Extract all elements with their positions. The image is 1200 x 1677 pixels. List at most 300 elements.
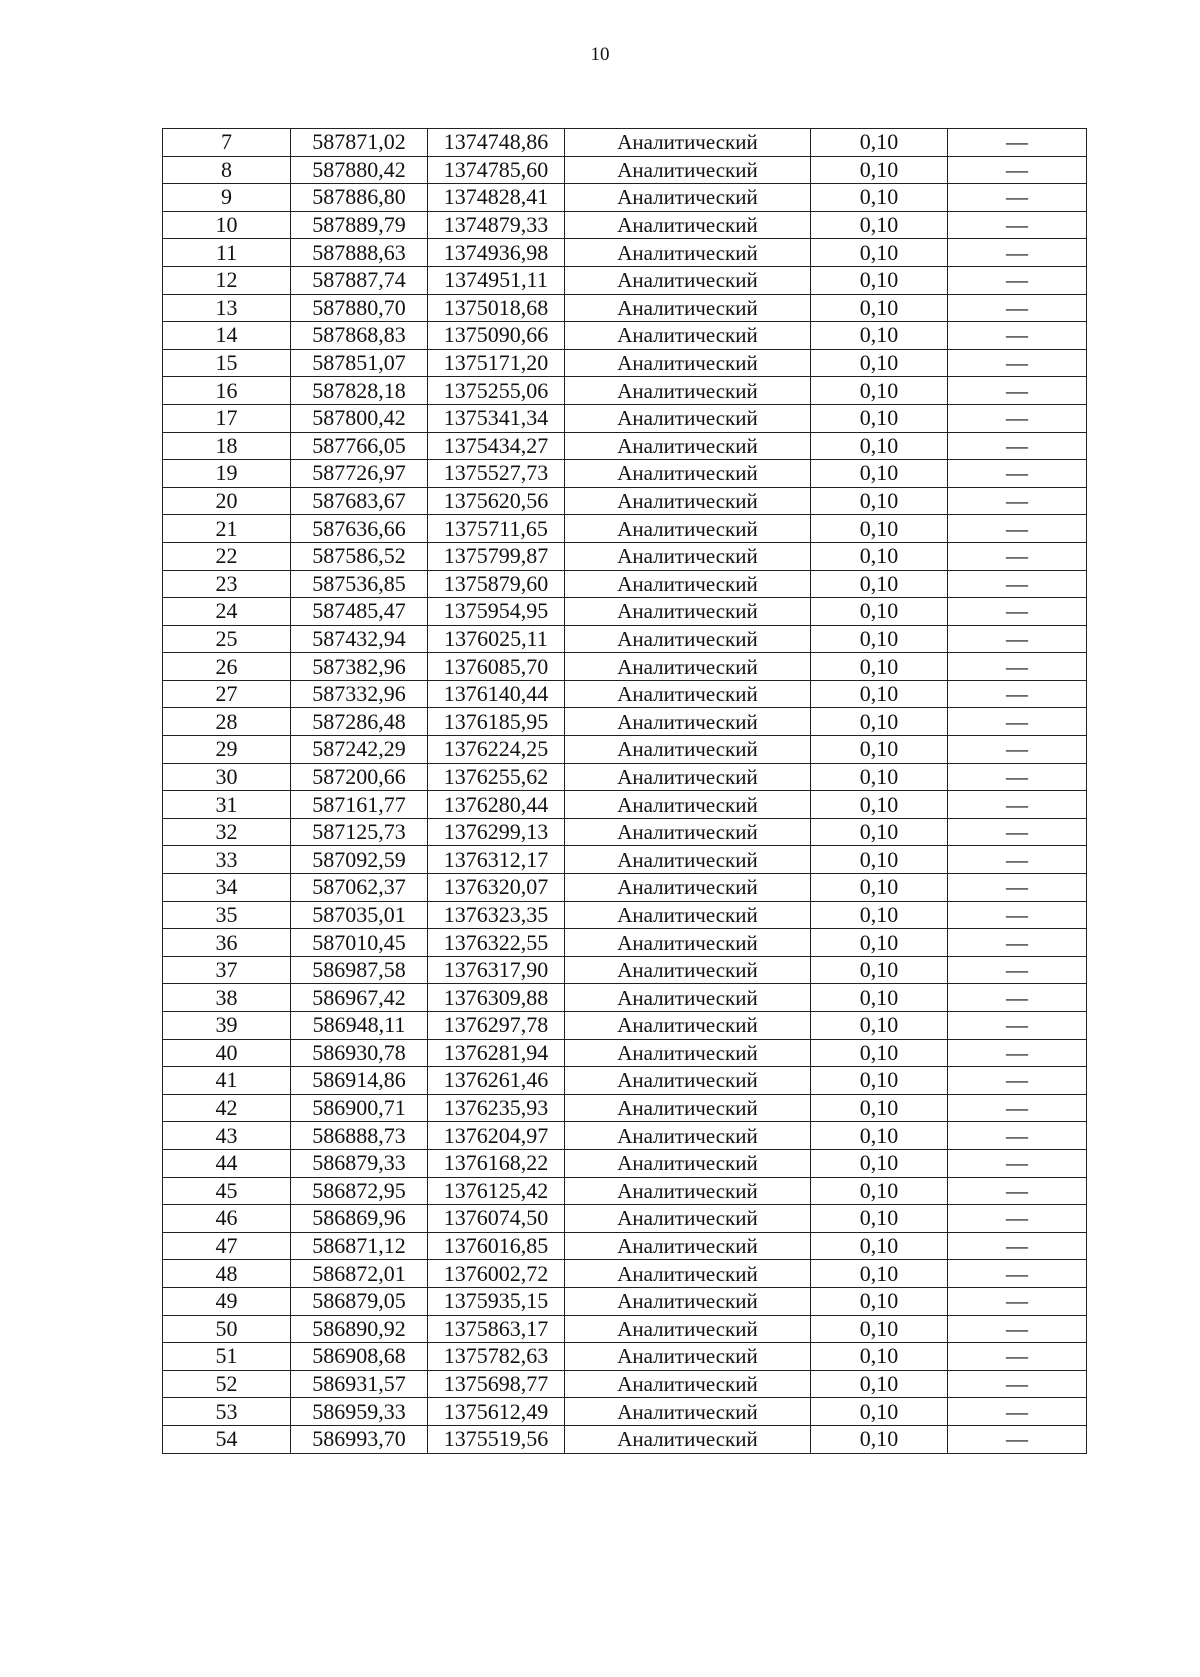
point-number-cell: 19 xyxy=(163,460,291,488)
accuracy-cell: 0,10 xyxy=(811,266,948,294)
accuracy-cell: 0,10 xyxy=(811,736,948,764)
x-coordinate-cell: 587800,42 xyxy=(291,404,428,432)
accuracy-cell: 0,10 xyxy=(811,846,948,874)
point-number-cell: 26 xyxy=(163,653,291,681)
note-cell: — xyxy=(948,1094,1087,1122)
y-coordinate-cell: 1376280,44 xyxy=(428,791,565,819)
y-coordinate-cell: 1375935,15 xyxy=(428,1287,565,1315)
y-coordinate-cell: 1375171,20 xyxy=(428,349,565,377)
table-row xyxy=(163,1205,1087,1233)
table-row xyxy=(163,708,1087,736)
y-coordinate-cell: 1376235,93 xyxy=(428,1094,565,1122)
y-coordinate-cell: 1375954,95 xyxy=(428,598,565,626)
note-cell: — xyxy=(948,1315,1087,1343)
accuracy-cell: 0,10 xyxy=(811,377,948,405)
note-cell: — xyxy=(948,239,1087,267)
method-cell: Аналитический xyxy=(565,708,811,736)
note-cell: — xyxy=(948,763,1087,791)
table-row xyxy=(163,1012,1087,1040)
method-cell: Аналитический xyxy=(565,570,811,598)
y-coordinate-cell: 1376297,78 xyxy=(428,1012,565,1040)
accuracy-cell: 0,10 xyxy=(811,901,948,929)
table-row xyxy=(163,515,1087,543)
accuracy-cell: 0,10 xyxy=(811,129,948,157)
table-row xyxy=(163,929,1087,957)
accuracy-cell: 0,10 xyxy=(811,542,948,570)
y-coordinate-cell: 1374785,60 xyxy=(428,156,565,184)
note-cell: — xyxy=(948,874,1087,902)
accuracy-cell: 0,10 xyxy=(811,404,948,432)
table-row xyxy=(163,625,1087,653)
accuracy-cell: 0,10 xyxy=(811,1122,948,1150)
accuracy-cell: 0,10 xyxy=(811,1205,948,1233)
table-row xyxy=(163,487,1087,515)
method-cell: Аналитический xyxy=(565,929,811,957)
accuracy-cell: 0,10 xyxy=(811,1039,948,1067)
y-coordinate-cell: 1374936,98 xyxy=(428,239,565,267)
y-coordinate-cell: 1376323,35 xyxy=(428,901,565,929)
note-cell: — xyxy=(948,184,1087,212)
table-row xyxy=(163,1094,1087,1122)
point-number-cell: 15 xyxy=(163,349,291,377)
note-cell: — xyxy=(948,1177,1087,1205)
method-cell: Аналитический xyxy=(565,1425,811,1453)
table-row xyxy=(163,653,1087,681)
method-cell: Аналитический xyxy=(565,239,811,267)
point-number-cell: 29 xyxy=(163,736,291,764)
note-cell: — xyxy=(948,1012,1087,1040)
accuracy-cell: 0,10 xyxy=(811,598,948,626)
note-cell: — xyxy=(948,846,1087,874)
table-row xyxy=(163,1315,1087,1343)
method-cell: Аналитический xyxy=(565,984,811,1012)
table-row xyxy=(163,322,1087,350)
table-row xyxy=(163,1287,1087,1315)
note-cell: — xyxy=(948,377,1087,405)
table-row xyxy=(163,680,1087,708)
x-coordinate-cell: 586888,73 xyxy=(291,1122,428,1150)
table-row xyxy=(163,377,1087,405)
point-number-cell: 16 xyxy=(163,377,291,405)
method-cell: Аналитический xyxy=(565,1343,811,1371)
point-number-cell: 45 xyxy=(163,1177,291,1205)
x-coordinate-cell: 586871,12 xyxy=(291,1232,428,1260)
note-cell: — xyxy=(948,708,1087,736)
note-cell: — xyxy=(948,322,1087,350)
method-cell: Аналитический xyxy=(565,1039,811,1067)
y-coordinate-cell: 1376125,42 xyxy=(428,1177,565,1205)
table-row xyxy=(163,349,1087,377)
y-coordinate-cell: 1376309,88 xyxy=(428,984,565,1012)
method-cell: Аналитический xyxy=(565,1398,811,1426)
x-coordinate-cell: 586879,33 xyxy=(291,1149,428,1177)
point-number-cell: 53 xyxy=(163,1398,291,1426)
note-cell: — xyxy=(948,432,1087,460)
method-cell: Аналитический xyxy=(565,1287,811,1315)
point-number-cell: 20 xyxy=(163,487,291,515)
y-coordinate-cell: 1376317,90 xyxy=(428,956,565,984)
x-coordinate-cell: 586987,58 xyxy=(291,956,428,984)
x-coordinate-cell: 587092,59 xyxy=(291,846,428,874)
x-coordinate-cell: 587887,74 xyxy=(291,266,428,294)
x-coordinate-cell: 586931,57 xyxy=(291,1370,428,1398)
point-number-cell: 33 xyxy=(163,846,291,874)
method-cell: Аналитический xyxy=(565,874,811,902)
table-row xyxy=(163,1067,1087,1095)
x-coordinate-cell: 586869,96 xyxy=(291,1205,428,1233)
table-row xyxy=(163,598,1087,626)
x-coordinate-cell: 587010,45 xyxy=(291,929,428,957)
accuracy-cell: 0,10 xyxy=(811,1343,948,1371)
point-number-cell: 13 xyxy=(163,294,291,322)
x-coordinate-cell: 587636,66 xyxy=(291,515,428,543)
x-coordinate-cell: 586948,11 xyxy=(291,1012,428,1040)
point-number-cell: 41 xyxy=(163,1067,291,1095)
accuracy-cell: 0,10 xyxy=(811,570,948,598)
y-coordinate-cell: 1376320,07 xyxy=(428,874,565,902)
x-coordinate-cell: 587485,47 xyxy=(291,598,428,626)
y-coordinate-cell: 1376299,13 xyxy=(428,818,565,846)
method-cell: Аналитический xyxy=(565,736,811,764)
x-coordinate-cell: 587332,96 xyxy=(291,680,428,708)
note-cell: — xyxy=(948,1398,1087,1426)
note-cell: — xyxy=(948,1149,1087,1177)
accuracy-cell: 0,10 xyxy=(811,680,948,708)
y-coordinate-cell: 1376312,17 xyxy=(428,846,565,874)
y-coordinate-cell: 1376224,25 xyxy=(428,736,565,764)
table-row xyxy=(163,1177,1087,1205)
table-row xyxy=(163,266,1087,294)
method-cell: Аналитический xyxy=(565,349,811,377)
table-row xyxy=(163,818,1087,846)
method-cell: Аналитический xyxy=(565,1260,811,1288)
point-number-cell: 22 xyxy=(163,542,291,570)
point-number-cell: 24 xyxy=(163,598,291,626)
note-cell: — xyxy=(948,1260,1087,1288)
accuracy-cell: 0,10 xyxy=(811,708,948,736)
note-cell: — xyxy=(948,929,1087,957)
x-coordinate-cell: 587200,66 xyxy=(291,763,428,791)
x-coordinate-cell: 587868,83 xyxy=(291,322,428,350)
method-cell: Аналитический xyxy=(565,129,811,157)
table-row xyxy=(163,1343,1087,1371)
table-row xyxy=(163,1425,1087,1453)
point-number-cell: 37 xyxy=(163,956,291,984)
point-number-cell: 8 xyxy=(163,156,291,184)
point-number-cell: 50 xyxy=(163,1315,291,1343)
point-number-cell: 43 xyxy=(163,1122,291,1150)
x-coordinate-cell: 587432,94 xyxy=(291,625,428,653)
y-coordinate-cell: 1376281,94 xyxy=(428,1039,565,1067)
y-coordinate-cell: 1376085,70 xyxy=(428,653,565,681)
accuracy-cell: 0,10 xyxy=(811,1425,948,1453)
accuracy-cell: 0,10 xyxy=(811,929,948,957)
point-number-cell: 9 xyxy=(163,184,291,212)
method-cell: Аналитический xyxy=(565,1205,811,1233)
point-number-cell: 46 xyxy=(163,1205,291,1233)
note-cell: — xyxy=(948,294,1087,322)
x-coordinate-cell: 586930,78 xyxy=(291,1039,428,1067)
x-coordinate-cell: 586993,70 xyxy=(291,1425,428,1453)
x-coordinate-cell: 587125,73 xyxy=(291,818,428,846)
accuracy-cell: 0,10 xyxy=(811,1287,948,1315)
table-row xyxy=(163,1122,1087,1150)
note-cell: — xyxy=(948,1122,1087,1150)
note-cell: — xyxy=(948,542,1087,570)
note-cell: — xyxy=(948,1039,1087,1067)
x-coordinate-cell: 587726,97 xyxy=(291,460,428,488)
method-cell: Аналитический xyxy=(565,184,811,212)
table-row xyxy=(163,984,1087,1012)
y-coordinate-cell: 1375620,56 xyxy=(428,487,565,515)
x-coordinate-cell: 586908,68 xyxy=(291,1343,428,1371)
accuracy-cell: 0,10 xyxy=(811,1067,948,1095)
y-coordinate-cell: 1374828,41 xyxy=(428,184,565,212)
y-coordinate-cell: 1375018,68 xyxy=(428,294,565,322)
y-coordinate-cell: 1376261,46 xyxy=(428,1067,565,1095)
table-row xyxy=(163,956,1087,984)
accuracy-cell: 0,10 xyxy=(811,763,948,791)
point-number-cell: 49 xyxy=(163,1287,291,1315)
method-cell: Аналитический xyxy=(565,156,811,184)
point-number-cell: 51 xyxy=(163,1343,291,1371)
x-coordinate-cell: 587888,63 xyxy=(291,239,428,267)
y-coordinate-cell: 1376140,44 xyxy=(428,680,565,708)
method-cell: Аналитический xyxy=(565,1315,811,1343)
note-cell: — xyxy=(948,791,1087,819)
table-row xyxy=(163,570,1087,598)
note-cell: — xyxy=(948,984,1087,1012)
note-cell: — xyxy=(948,1425,1087,1453)
x-coordinate-cell: 586900,71 xyxy=(291,1094,428,1122)
y-coordinate-cell: 1376074,50 xyxy=(428,1205,565,1233)
method-cell: Аналитический xyxy=(565,542,811,570)
table-row xyxy=(163,1398,1087,1426)
note-cell: — xyxy=(948,404,1087,432)
note-cell: — xyxy=(948,680,1087,708)
y-coordinate-cell: 1376025,11 xyxy=(428,625,565,653)
y-coordinate-cell: 1375782,63 xyxy=(428,1343,565,1371)
method-cell: Аналитический xyxy=(565,818,811,846)
x-coordinate-cell: 586914,86 xyxy=(291,1067,428,1095)
y-coordinate-cell: 1375799,87 xyxy=(428,542,565,570)
note-cell: — xyxy=(948,598,1087,626)
table-row xyxy=(163,184,1087,212)
y-coordinate-cell: 1376168,22 xyxy=(428,1149,565,1177)
accuracy-cell: 0,10 xyxy=(811,984,948,1012)
point-number-cell: 48 xyxy=(163,1260,291,1288)
y-coordinate-cell: 1375090,66 xyxy=(428,322,565,350)
accuracy-cell: 0,10 xyxy=(811,432,948,460)
x-coordinate-cell: 586959,33 xyxy=(291,1398,428,1426)
point-number-cell: 23 xyxy=(163,570,291,598)
y-coordinate-cell: 1376016,85 xyxy=(428,1232,565,1260)
y-coordinate-cell: 1376204,97 xyxy=(428,1122,565,1150)
table-row xyxy=(163,874,1087,902)
method-cell: Аналитический xyxy=(565,1232,811,1260)
point-number-cell: 11 xyxy=(163,239,291,267)
point-number-cell: 52 xyxy=(163,1370,291,1398)
accuracy-cell: 0,10 xyxy=(811,1232,948,1260)
x-coordinate-cell: 587880,42 xyxy=(291,156,428,184)
point-number-cell: 18 xyxy=(163,432,291,460)
method-cell: Аналитический xyxy=(565,1012,811,1040)
table-row xyxy=(163,404,1087,432)
point-number-cell: 7 xyxy=(163,129,291,157)
note-cell: — xyxy=(948,818,1087,846)
note-cell: — xyxy=(948,736,1087,764)
accuracy-cell: 0,10 xyxy=(811,791,948,819)
accuracy-cell: 0,10 xyxy=(811,1177,948,1205)
accuracy-cell: 0,10 xyxy=(811,460,948,488)
y-coordinate-cell: 1375434,27 xyxy=(428,432,565,460)
point-number-cell: 42 xyxy=(163,1094,291,1122)
y-coordinate-cell: 1375698,77 xyxy=(428,1370,565,1398)
accuracy-cell: 0,10 xyxy=(811,515,948,543)
y-coordinate-cell: 1374748,86 xyxy=(428,129,565,157)
point-number-cell: 32 xyxy=(163,818,291,846)
x-coordinate-cell: 587382,96 xyxy=(291,653,428,681)
table-row xyxy=(163,460,1087,488)
table-row xyxy=(163,1370,1087,1398)
accuracy-cell: 0,10 xyxy=(811,1260,948,1288)
accuracy-cell: 0,10 xyxy=(811,1315,948,1343)
x-coordinate-cell: 587035,01 xyxy=(291,901,428,929)
table-row xyxy=(163,294,1087,322)
table-row xyxy=(163,736,1087,764)
method-cell: Аналитический xyxy=(565,404,811,432)
accuracy-cell: 0,10 xyxy=(811,239,948,267)
accuracy-cell: 0,10 xyxy=(811,184,948,212)
y-coordinate-cell: 1376255,62 xyxy=(428,763,565,791)
accuracy-cell: 0,10 xyxy=(811,625,948,653)
point-number-cell: 27 xyxy=(163,680,291,708)
point-number-cell: 28 xyxy=(163,708,291,736)
accuracy-cell: 0,10 xyxy=(811,294,948,322)
accuracy-cell: 0,10 xyxy=(811,349,948,377)
y-coordinate-cell: 1375255,06 xyxy=(428,377,565,405)
method-cell: Аналитический xyxy=(565,1094,811,1122)
y-coordinate-cell: 1375879,60 xyxy=(428,570,565,598)
x-coordinate-cell: 587683,67 xyxy=(291,487,428,515)
x-coordinate-cell: 587586,52 xyxy=(291,542,428,570)
x-coordinate-cell: 587242,29 xyxy=(291,736,428,764)
x-coordinate-cell: 586967,42 xyxy=(291,984,428,1012)
table-row xyxy=(163,846,1087,874)
method-cell: Аналитический xyxy=(565,680,811,708)
note-cell: — xyxy=(948,266,1087,294)
method-cell: Аналитический xyxy=(565,901,811,929)
method-cell: Аналитический xyxy=(565,515,811,543)
method-cell: Аналитический xyxy=(565,432,811,460)
table-row xyxy=(163,211,1087,239)
method-cell: Аналитический xyxy=(565,598,811,626)
point-number-cell: 34 xyxy=(163,874,291,902)
x-coordinate-cell: 587828,18 xyxy=(291,377,428,405)
x-coordinate-cell: 587851,07 xyxy=(291,349,428,377)
method-cell: Аналитический xyxy=(565,846,811,874)
note-cell: — xyxy=(948,1343,1087,1371)
note-cell: — xyxy=(948,570,1087,598)
point-number-cell: 44 xyxy=(163,1149,291,1177)
x-coordinate-cell: 586890,92 xyxy=(291,1315,428,1343)
accuracy-cell: 0,10 xyxy=(811,1398,948,1426)
point-number-cell: 30 xyxy=(163,763,291,791)
method-cell: Аналитический xyxy=(565,266,811,294)
method-cell: Аналитический xyxy=(565,1149,811,1177)
x-coordinate-cell: 587161,77 xyxy=(291,791,428,819)
page-number: 10 xyxy=(590,44,610,65)
table-row xyxy=(163,791,1087,819)
x-coordinate-cell: 586872,01 xyxy=(291,1260,428,1288)
point-number-cell: 17 xyxy=(163,404,291,432)
table-row xyxy=(163,1232,1087,1260)
point-number-cell: 10 xyxy=(163,211,291,239)
accuracy-cell: 0,10 xyxy=(811,322,948,350)
note-cell: — xyxy=(948,156,1087,184)
note-cell: — xyxy=(948,349,1087,377)
y-coordinate-cell: 1376002,72 xyxy=(428,1260,565,1288)
method-cell: Аналитический xyxy=(565,211,811,239)
accuracy-cell: 0,10 xyxy=(811,1370,948,1398)
method-cell: Аналитический xyxy=(565,625,811,653)
table-row xyxy=(163,432,1087,460)
x-coordinate-cell: 587766,05 xyxy=(291,432,428,460)
method-cell: Аналитический xyxy=(565,460,811,488)
accuracy-cell: 0,10 xyxy=(811,1094,948,1122)
accuracy-cell: 0,10 xyxy=(811,818,948,846)
table-body xyxy=(163,129,1087,1454)
table-row xyxy=(163,1039,1087,1067)
method-cell: Аналитический xyxy=(565,322,811,350)
accuracy-cell: 0,10 xyxy=(811,1012,948,1040)
note-cell: — xyxy=(948,1067,1087,1095)
note-cell: — xyxy=(948,625,1087,653)
note-cell: — xyxy=(948,901,1087,929)
point-number-cell: 31 xyxy=(163,791,291,819)
table-row xyxy=(163,1149,1087,1177)
x-coordinate-cell: 587871,02 xyxy=(291,129,428,157)
accuracy-cell: 0,10 xyxy=(811,653,948,681)
accuracy-cell: 0,10 xyxy=(811,211,948,239)
table-row xyxy=(163,763,1087,791)
note-cell: — xyxy=(948,1205,1087,1233)
y-coordinate-cell: 1374879,33 xyxy=(428,211,565,239)
x-coordinate-cell: 587286,48 xyxy=(291,708,428,736)
y-coordinate-cell: 1375612,49 xyxy=(428,1398,565,1426)
method-cell: Аналитический xyxy=(565,1370,811,1398)
x-coordinate-cell: 587886,80 xyxy=(291,184,428,212)
accuracy-cell: 0,10 xyxy=(811,487,948,515)
note-cell: — xyxy=(948,956,1087,984)
table-row xyxy=(163,239,1087,267)
note-cell: — xyxy=(948,211,1087,239)
table-row xyxy=(163,129,1087,157)
x-coordinate-cell: 587889,79 xyxy=(291,211,428,239)
point-number-cell: 25 xyxy=(163,625,291,653)
point-number-cell: 14 xyxy=(163,322,291,350)
note-cell: — xyxy=(948,1232,1087,1260)
note-cell: — xyxy=(948,1287,1087,1315)
y-coordinate-cell: 1375519,56 xyxy=(428,1425,565,1453)
point-number-cell: 47 xyxy=(163,1232,291,1260)
accuracy-cell: 0,10 xyxy=(811,874,948,902)
method-cell: Аналитический xyxy=(565,377,811,405)
y-coordinate-cell: 1374951,11 xyxy=(428,266,565,294)
note-cell: — xyxy=(948,1370,1087,1398)
method-cell: Аналитический xyxy=(565,956,811,984)
accuracy-cell: 0,10 xyxy=(811,956,948,984)
